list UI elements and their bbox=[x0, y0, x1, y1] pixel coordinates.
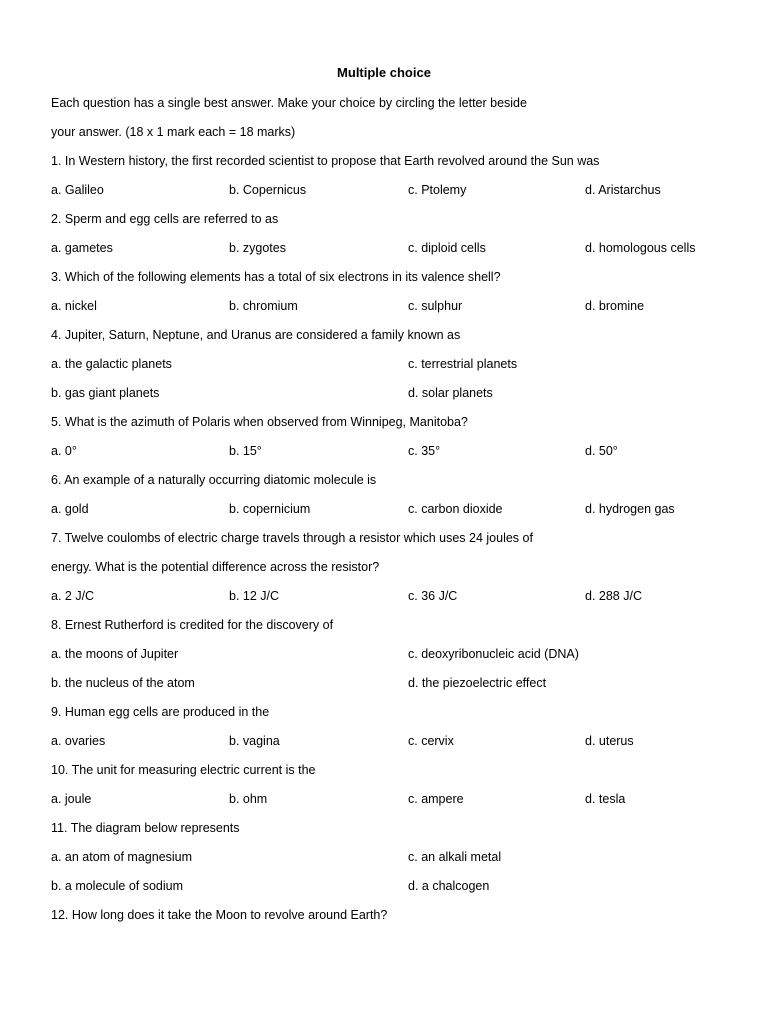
question-9-text: 9. Human egg cells are produced in the bbox=[51, 705, 270, 719]
question-8-option-d[interactable]: d. the piezoelectric effect bbox=[408, 676, 547, 690]
question-2-text: 2. Sperm and egg cells are referred to as bbox=[51, 212, 279, 226]
question-2-option-b[interactable]: b. zygotes bbox=[229, 241, 286, 255]
question-11-option-d[interactable]: d. a chalcogen bbox=[408, 879, 490, 893]
question-2-option-d[interactable]: d. homologous cells bbox=[585, 241, 696, 255]
instructions-line-2: your answer. (18 x 1 mark each = 18 marks) bbox=[51, 125, 296, 139]
question-4-option-b[interactable]: b. gas giant planets bbox=[51, 386, 160, 400]
question-7-text-line-1: 7. Twelve coulombs of electric charge travels through a resistor which uses 24 joules of bbox=[51, 531, 533, 545]
question-10-option-b[interactable]: b. ohm bbox=[229, 792, 268, 806]
question-7-option-b[interactable]: b. 12 J/C bbox=[229, 589, 280, 603]
question-10-text: 10. The unit for measuring electric current is the bbox=[51, 763, 316, 777]
question-8-option-c[interactable]: c. deoxyribonucleic acid (DNA) bbox=[408, 647, 579, 661]
question-9-option-a[interactable]: a. ovaries bbox=[51, 734, 106, 748]
question-9-option-b[interactable]: b. vagina bbox=[229, 734, 280, 748]
question-12-text: 12. How long does it take the Moon to revolve around Earth? bbox=[51, 908, 388, 922]
question-5-option-d[interactable]: d. 50° bbox=[585, 444, 618, 458]
question-5-text: 5. What is the azimuth of Polaris when observed from Winnipeg, Manitoba? bbox=[51, 415, 468, 429]
question-11-option-b[interactable]: b. a molecule of sodium bbox=[51, 879, 184, 893]
question-11-option-c[interactable]: c. an alkali metal bbox=[408, 850, 502, 864]
question-5-option-b[interactable]: b. 15° bbox=[229, 444, 262, 458]
question-8-option-b[interactable]: b. the nucleus of the atom bbox=[51, 676, 195, 690]
instructions-line-1: Each question has a single best answer. Make your choice by circling the letter beside bbox=[51, 96, 527, 110]
question-6-option-a[interactable]: a. gold bbox=[51, 502, 89, 516]
question-1-option-a[interactable]: a. Galileo bbox=[51, 183, 104, 197]
question-10-option-a[interactable]: a. joule bbox=[51, 792, 92, 806]
question-11-option-a[interactable]: a. an atom of magnesium bbox=[51, 850, 193, 864]
question-7-text-line-2: energy. What is the potential difference across the resistor? bbox=[51, 560, 380, 574]
question-10-option-d[interactable]: d. tesla bbox=[585, 792, 626, 806]
question-10-option-c[interactable]: c. ampere bbox=[408, 792, 464, 806]
question-9-option-c[interactable]: c. cervix bbox=[408, 734, 454, 748]
question-3-text: 3. Which of the following elements has a total of six electrons in its valence shell? bbox=[51, 270, 501, 284]
question-4-option-a[interactable]: a. the galactic planets bbox=[51, 357, 172, 371]
question-6-text: 6. An example of a naturally occurring diatomic molecule is bbox=[51, 473, 377, 487]
question-2-option-c[interactable]: c. diploid cells bbox=[408, 241, 486, 255]
question-7-option-d[interactable]: d. 288 J/C bbox=[585, 589, 642, 603]
question-6-option-c[interactable]: c. carbon dioxide bbox=[408, 502, 503, 516]
question-6-option-b[interactable]: b. copernicium bbox=[229, 502, 311, 516]
question-3-option-c[interactable]: c. sulphur bbox=[408, 299, 463, 313]
question-7-option-a[interactable]: a. 2 J/C bbox=[51, 589, 95, 603]
question-1-option-b[interactable]: b. Copernicus bbox=[229, 183, 307, 197]
question-7-option-c[interactable]: c. 36 J/C bbox=[408, 589, 458, 603]
question-11-text: 11. The diagram below represents bbox=[51, 821, 240, 835]
question-9-option-d[interactable]: d. uterus bbox=[585, 734, 634, 748]
question-8-option-a[interactable]: a. the moons of Jupiter bbox=[51, 647, 179, 661]
question-1-option-d[interactable]: d. Aristarchus bbox=[585, 183, 661, 197]
question-4-option-c[interactable]: c. terrestrial planets bbox=[408, 357, 518, 371]
page-title: Multiple choice bbox=[337, 65, 431, 80]
question-3-option-d[interactable]: d. bromine bbox=[585, 299, 645, 313]
question-3-option-a[interactable]: a. nickel bbox=[51, 299, 97, 313]
question-4-text: 4. Jupiter, Saturn, Neptune, and Uranus are considered a family known as bbox=[51, 328, 461, 342]
question-5-option-c[interactable]: c. 35° bbox=[408, 444, 441, 458]
question-5-option-a[interactable]: a. 0° bbox=[51, 444, 77, 458]
question-2-option-a[interactable]: a. gametes bbox=[51, 241, 113, 255]
question-3-option-b[interactable]: b. chromium bbox=[229, 299, 298, 313]
question-4-option-d[interactable]: d. solar planets bbox=[408, 386, 493, 400]
question-8-text: 8. Ernest Rutherford is credited for the discovery of bbox=[51, 618, 334, 632]
question-1-text: 1. In Western history, the first recorded scientist to propose that Earth revolved around the Sun was bbox=[51, 154, 600, 168]
question-1-option-c[interactable]: c. Ptolemy bbox=[408, 183, 467, 197]
question-6-option-d[interactable]: d. hydrogen gas bbox=[585, 502, 675, 516]
